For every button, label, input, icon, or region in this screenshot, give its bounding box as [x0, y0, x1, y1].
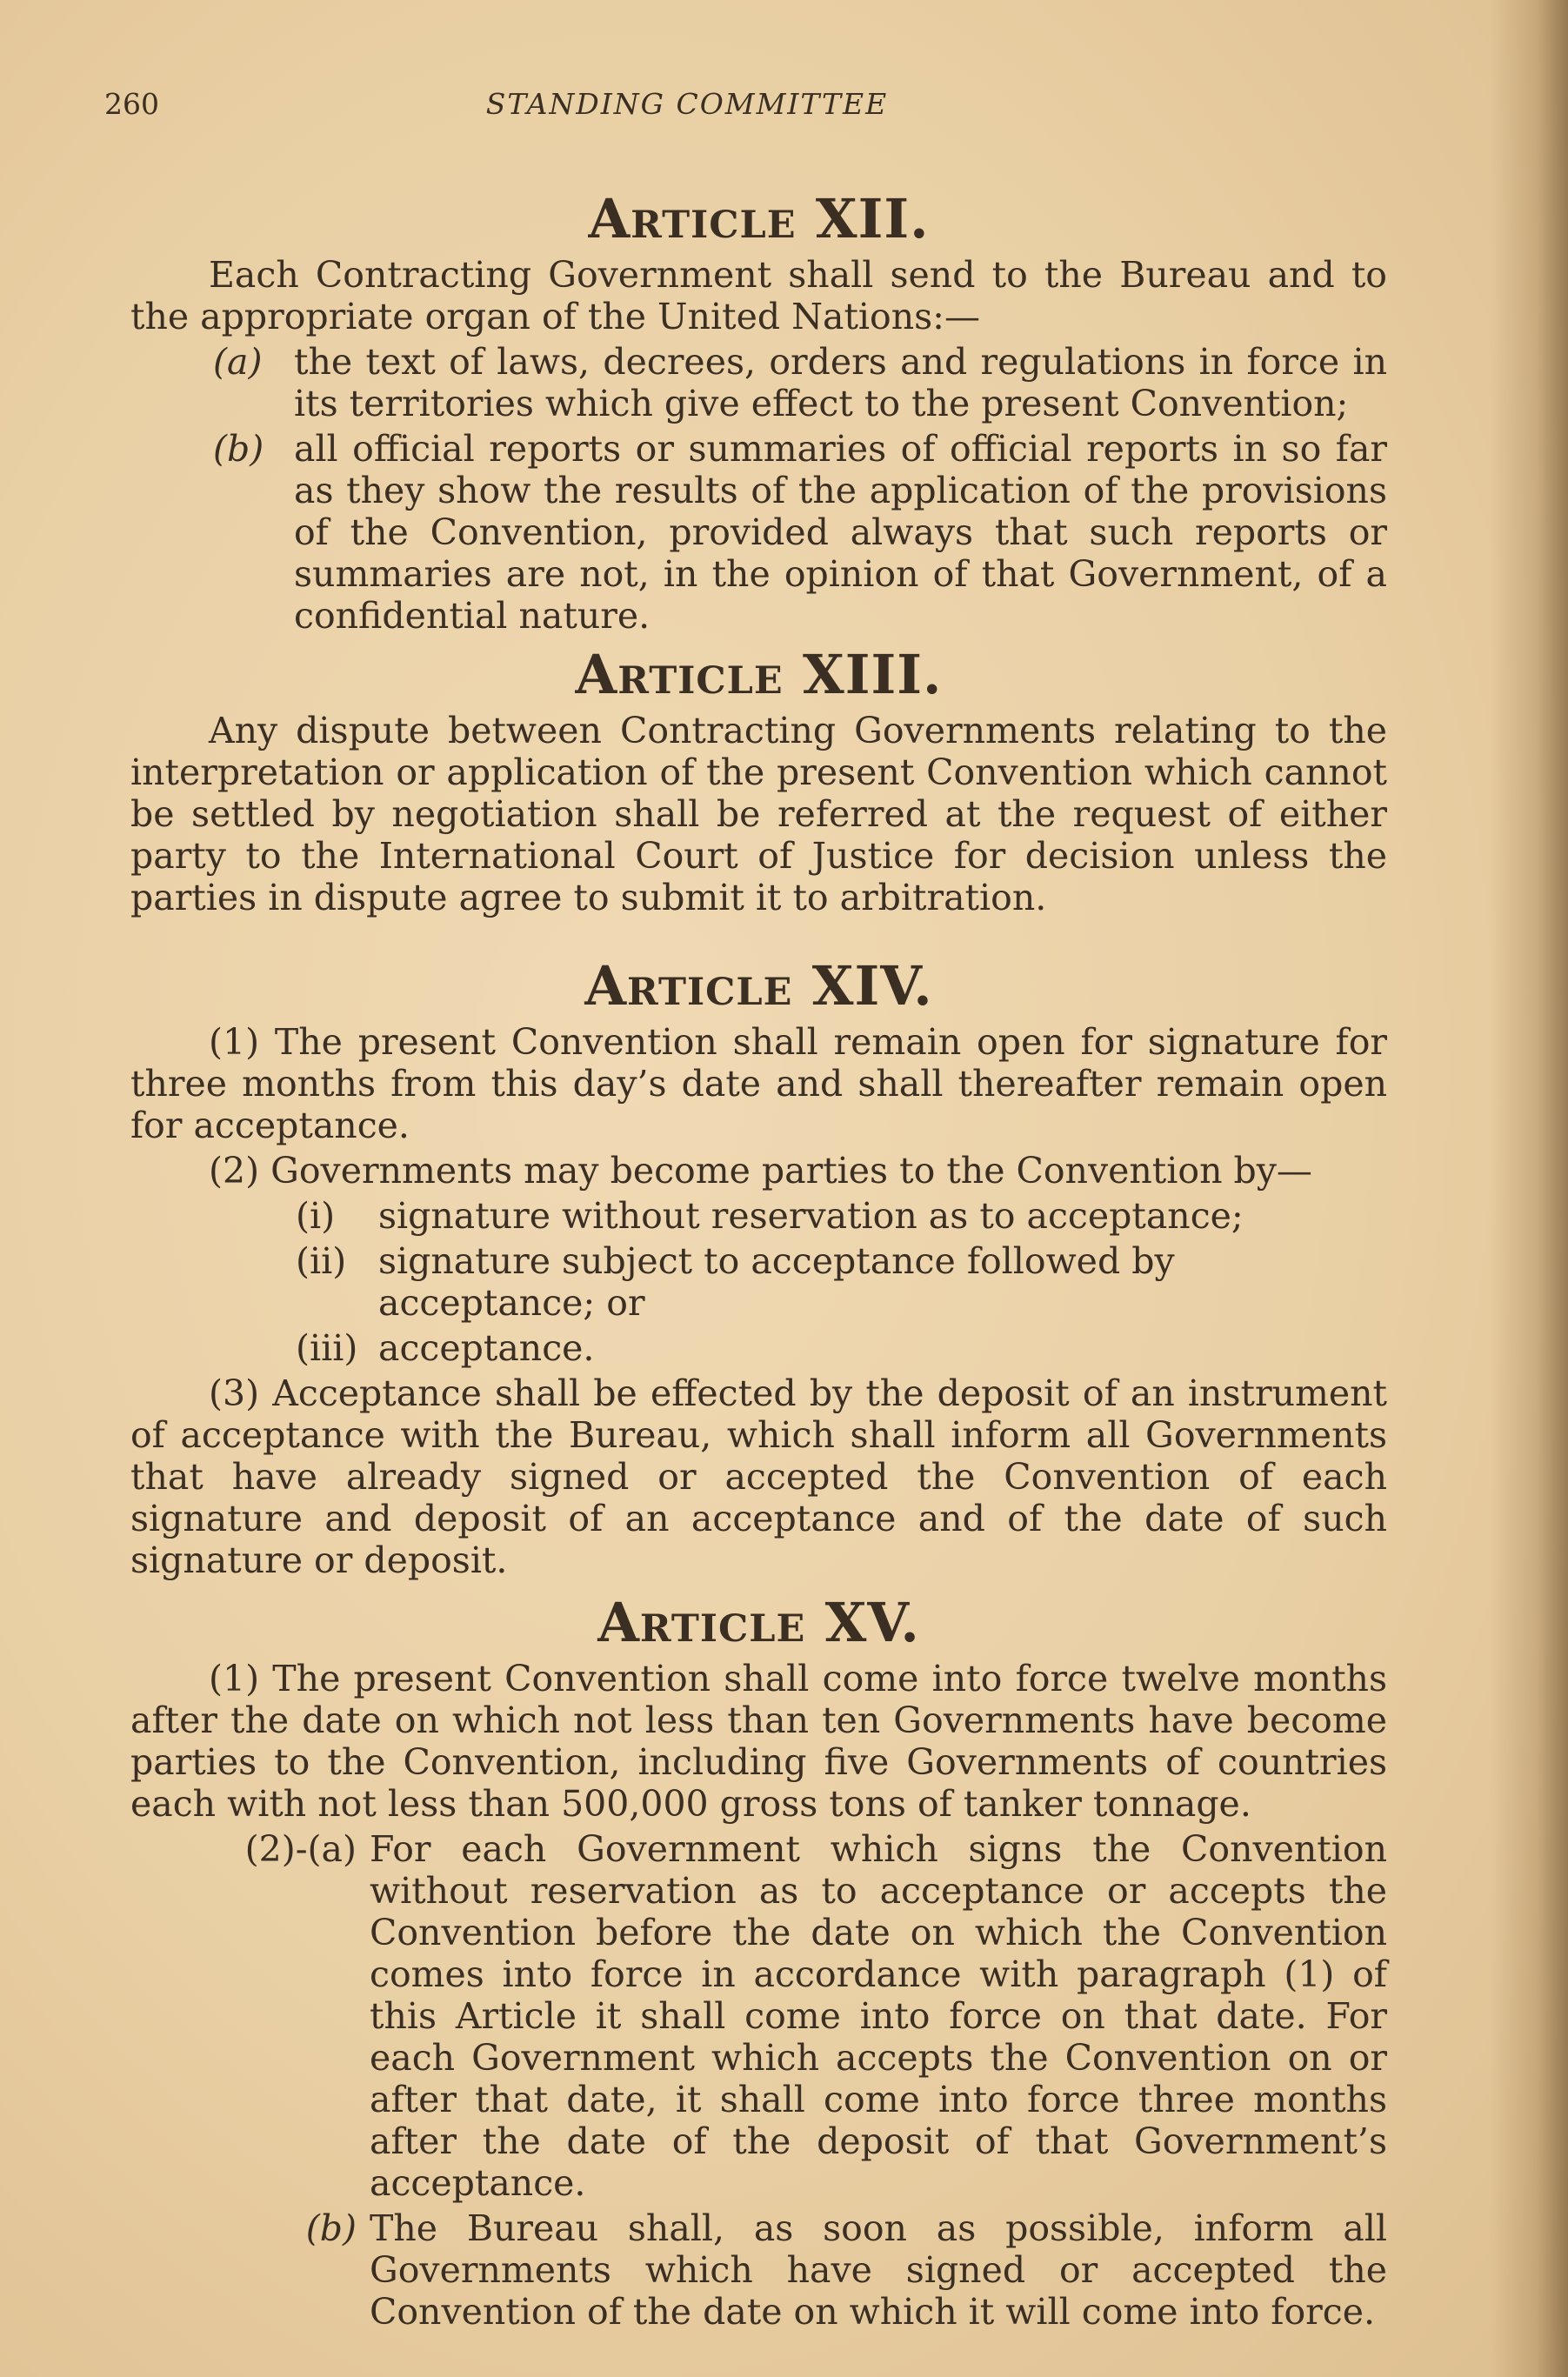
article-14-paragraph-3: (3) Acceptance shall be effected by the deposit of an instrument of acceptance with the Bureau, which shall inform all Governments that have already signed or accepted the Convention of each signature and deposit of an acceptance and of the date of such signature or deposit. — [130, 1372, 1387, 1581]
article-15-paragraph-1: (1) The present Convention shall come into force twelve months after the date on which not less than ten Governments have become parties to the Convention, including five Governments of countries each with not less than 500,000 gross tons of tanker tonnage. — [130, 1658, 1387, 1825]
option-text: signature without reservation as to acceptance; — [378, 1195, 1244, 1237]
article-14-option-iii — [130, 1327, 1387, 1369]
article-14-option-ii — [130, 1240, 1387, 1324]
article-14-paragraph-2: (2) Governments may become parties to the Convention by— — [209, 1150, 1312, 1192]
item-marker: (a) — [213, 341, 263, 383]
page-header — [104, 87, 1391, 130]
article-14-heading: Article XIV. — [584, 954, 933, 1018]
article-15-paragraph-2a — [130, 1828, 1387, 2204]
article-12-item-a — [130, 341, 1387, 424]
item-text: the text of laws, decrees, orders and regulations in force in its territories which give effect to the present Convention; — [294, 341, 1387, 424]
paragraph-marker: (2)-(a) — [244, 1828, 357, 1870]
item-text: all official reports or summaries of official reports in so far as they show the results of the application of the provisions of the Convention, provided always that such reports or summaries are not, in the opinion of that Government, of a confidential nature. — [294, 428, 1387, 637]
article-14-paragraph-1: (1) The present Convention shall remain open for signature for three months from this day’s date and shall thereafter remain open for acceptance. — [130, 1021, 1387, 1146]
option-marker: (iii) — [296, 1327, 358, 1369]
paragraph-text: For each Government which signs the Convention without reservation as to acceptance or accepts the Convention before the date on which the Convention comes into force in accordance with paragraph (1) of this Article it shall come into force on that date. For each Government which accepts the Convention on or after that date, it shall come into force three months after the date of the deposit of that Government’s acceptance. — [370, 1828, 1387, 2204]
article-15-heading: Article XV. — [597, 1591, 920, 1654]
article-12-item-b — [130, 428, 1387, 637]
page-content — [130, 187, 1387, 2333]
article-13-heading: Article XIII. — [575, 643, 943, 706]
running-head: STANDING COMMITTEE — [485, 87, 889, 121]
option-marker: (i) — [296, 1195, 336, 1237]
article-15-paragraph-2b — [130, 2207, 1387, 2333]
option-text: acceptance. — [378, 1327, 595, 1369]
article-13-text: Any dispute between Contracting Governments relating to the interpretation or application of the present Convention which cannot be settled by negotiation shall be referred at the request of either party to the International Court of Justice for decision unless the parties in dispute agree to submit it to arbitration. — [130, 710, 1387, 918]
paragraph-marker: (b) — [305, 2207, 357, 2249]
page-edge-shadow — [1490, 0, 1568, 2377]
paragraph-text: The Bureau shall, as soon as possible, inform all Governments which have signed or accepted the Convention of the date on which it will come into force. — [370, 2207, 1387, 2333]
item-marker: (b) — [213, 428, 264, 470]
option-marker: (ii) — [296, 1240, 347, 1282]
article-12-intro: Each Contracting Government shall send to the Bureau and to the appropriate organ of the United Nations:— — [130, 254, 1387, 337]
article-14-option-i — [130, 1195, 1387, 1237]
article-12-heading: Article XII. — [588, 187, 930, 250]
page-number: 260 — [104, 87, 159, 121]
option-text: signature subject to acceptance followed by acceptance; or — [378, 1240, 1175, 1324]
